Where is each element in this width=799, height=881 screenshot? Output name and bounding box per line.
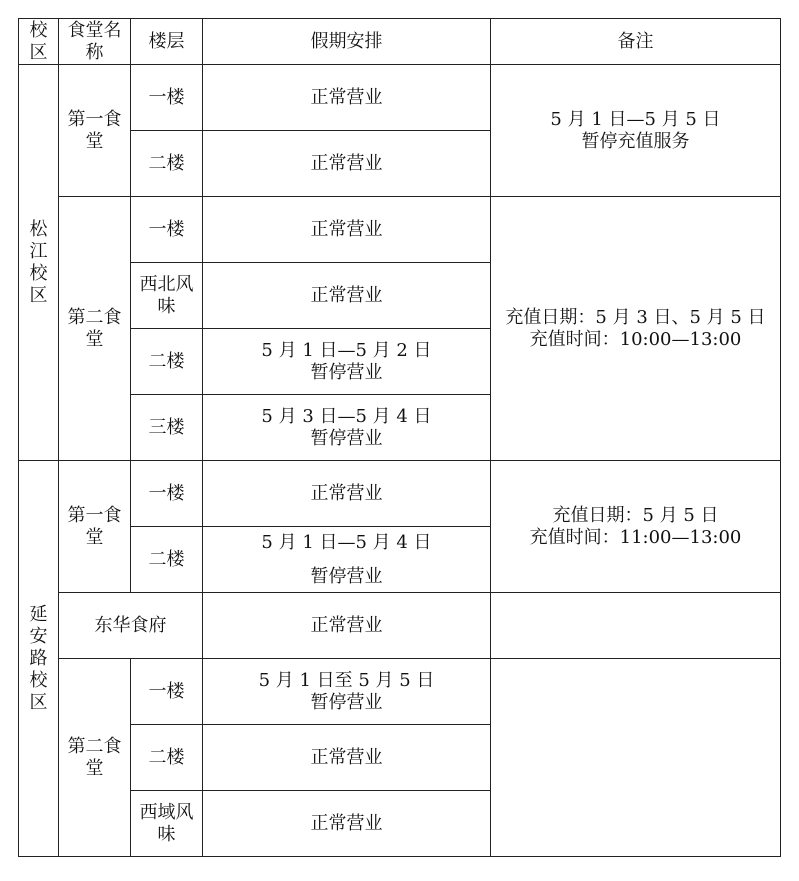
floor-cell: 二楼	[131, 527, 203, 593]
header-canteen-name: 食堂名称	[59, 19, 131, 65]
campus-label: 松江校区	[29, 218, 48, 306]
campus-yanan	[19, 461, 59, 857]
holiday-line: 5 月 1 日至 5 月 5 日	[258, 669, 435, 691]
holiday-line: 5 月 1 日—5 月 2 日	[261, 339, 432, 361]
floor-cell: 一楼	[131, 65, 203, 131]
remark-line: 充值时间：11:00—13:00	[529, 526, 742, 548]
holiday-cell: 正常营业	[203, 593, 491, 659]
canteen-name: 第一食堂	[59, 461, 131, 593]
holiday-cell: 正常营业	[203, 65, 491, 131]
remark-cell	[491, 659, 781, 857]
table-row	[19, 659, 781, 725]
holiday-cell	[203, 659, 491, 725]
holiday-cell	[203, 527, 491, 593]
table-row	[19, 197, 781, 263]
holiday-cell: 正常营业	[203, 461, 491, 527]
table-row	[19, 65, 781, 131]
floor-cell: 一楼	[131, 461, 203, 527]
holiday-schedule-table	[18, 18, 781, 857]
holiday-line: 5 月 3 日—5 月 4 日	[261, 405, 432, 427]
table-row	[19, 593, 781, 659]
canteen-name: 东华食府	[59, 593, 203, 659]
floor-cell: 一楼	[131, 659, 203, 725]
holiday-cell	[203, 395, 491, 461]
holiday-line: 暂停营业	[310, 361, 383, 383]
campus-label: 延安路校区	[29, 603, 48, 713]
remark-cell	[491, 593, 781, 659]
header-campus: 校区	[19, 19, 59, 65]
floor-cell: 二楼	[131, 329, 203, 395]
holiday-cell: 正常营业	[203, 197, 491, 263]
holiday-line: 5 月 1 日—5 月 4 日	[261, 531, 432, 553]
campus-songjiang	[19, 65, 59, 461]
header-row	[19, 19, 781, 65]
floor-cell: 二楼	[131, 725, 203, 791]
header-floor: 楼层	[131, 19, 203, 65]
floor-cell: 西北风味	[131, 263, 203, 329]
remark-cell	[491, 197, 781, 461]
remark-line: 暂停充值服务	[581, 130, 690, 152]
holiday-line: 暂停营业	[310, 691, 383, 713]
remark-line: 充值日期：5 月 5 日	[552, 504, 719, 526]
header-holiday-arrangement: 假期安排	[203, 19, 491, 65]
remark-cell	[491, 461, 781, 593]
canteen-name: 第二食堂	[59, 659, 131, 857]
remark-line: 5 月 1 日—5 月 5 日	[550, 108, 721, 130]
floor-cell: 三楼	[131, 395, 203, 461]
holiday-line: 暂停营业	[310, 565, 383, 587]
floor-cell: 西域风味	[131, 791, 203, 857]
remark-cell	[491, 65, 781, 197]
canteen-name: 第一食堂	[59, 65, 131, 197]
remark-line: 充值日期：5 月 3 日、5 月 5 日	[505, 306, 766, 328]
canteen-name: 第二食堂	[59, 197, 131, 461]
floor-cell: 二楼	[131, 131, 203, 197]
holiday-line: 暂停营业	[310, 427, 383, 449]
header-remark: 备注	[491, 19, 781, 65]
holiday-cell: 正常营业	[203, 725, 491, 791]
remark-line: 充值时间：10:00—13:00	[529, 328, 742, 350]
holiday-cell: 正常营业	[203, 263, 491, 329]
holiday-cell	[203, 329, 491, 395]
floor-cell: 一楼	[131, 197, 203, 263]
table-row	[19, 461, 781, 527]
holiday-cell: 正常营业	[203, 131, 491, 197]
holiday-cell: 正常营业	[203, 791, 491, 857]
